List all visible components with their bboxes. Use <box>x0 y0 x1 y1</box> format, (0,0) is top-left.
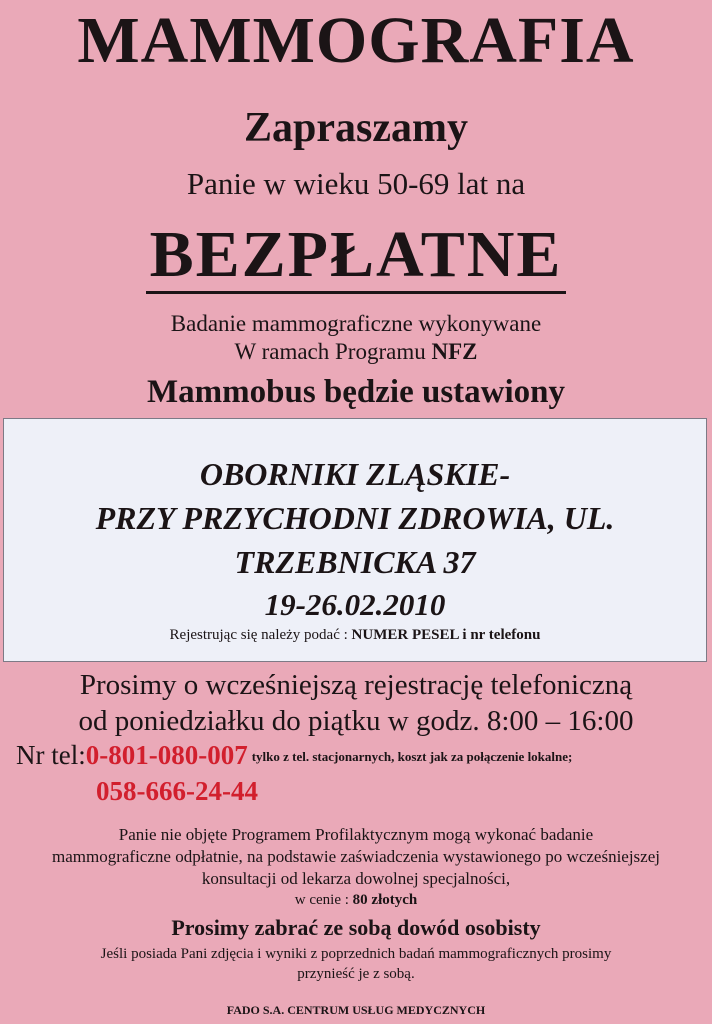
id-request-heading: Prosimy zabrać ze sobą dowód osobisty <box>171 915 541 940</box>
footer-company: FADO S.A. CENTRUM USŁUG MEDYCZNYCH <box>226 1003 486 1017</box>
phone-label: Nr tel: <box>16 740 86 770</box>
register-note <box>4 625 706 645</box>
location-box <box>3 418 707 662</box>
nfz-label: NFZ <box>431 339 478 364</box>
exam-line-1: Badanie mammograficzne wykonywane <box>170 311 542 336</box>
invite-heading: Zapraszamy <box>244 105 468 151</box>
register-note-bold: NUMER PESEL i nr telefonu <box>351 627 541 643</box>
price-prefix: w cenie : <box>294 892 353 908</box>
exam-line-2-text: W ramach Programu <box>234 339 432 364</box>
exam-line-2 <box>0 338 712 366</box>
phone-number-2: 058-666-24-44 <box>96 776 258 806</box>
poster-title: MAMMOGRAFIA <box>77 4 635 77</box>
photos-line-1: Jeśli posiada Pani zdjęcia i wyniki z poprzednich badań mammograficznych prosimy <box>100 946 612 962</box>
location-dates: 19-26.02.2010 <box>264 587 446 622</box>
price-line <box>0 890 712 910</box>
paid-line-1: Panie nie objęte Programem Profilaktycznym mogą wykonać badanie <box>118 825 594 844</box>
free-heading-text: BEZPŁATNE <box>146 218 567 294</box>
price-value: 80 złotych <box>352 892 418 908</box>
location-line-3: TRZEBNICKA 37 <box>234 544 476 580</box>
register-note-text: Rejestrując się należy podać : <box>169 627 352 643</box>
location-line-2: PRZY PRZYCHODNI ZDROWIA, UL. <box>95 500 615 536</box>
request-line-1: Prosimy o wcześniejszą rejestrację telefoniczną <box>79 669 633 701</box>
mammobus-heading: Mammobus będzie ustawiony <box>146 374 566 410</box>
free-heading <box>0 218 712 292</box>
phone-number-1: 0-801-080-007 <box>85 740 248 770</box>
photos-line-2: przynieść je z sobą. <box>297 966 415 982</box>
phone-note: tylko z tel. stacjonarnych, koszt jak za połączenie lokalne; <box>251 749 573 764</box>
paid-line-2: mammograficzne odpłatnie, na podstawie zaświadczenia wystawionego po wcześniejszej <box>52 847 660 866</box>
request-line-2: od poniedziałku do piątku w godz. 8:00 – 16:00 <box>78 705 634 737</box>
location-line-1: OBORNIKI ZLĄSKIE- <box>199 456 511 492</box>
age-line: Panie w wieku 50-69 lat na <box>186 166 526 201</box>
phone-row <box>16 740 572 771</box>
paid-line-3: konsultacji od lekarza dowolnej specjalności, <box>201 869 511 888</box>
